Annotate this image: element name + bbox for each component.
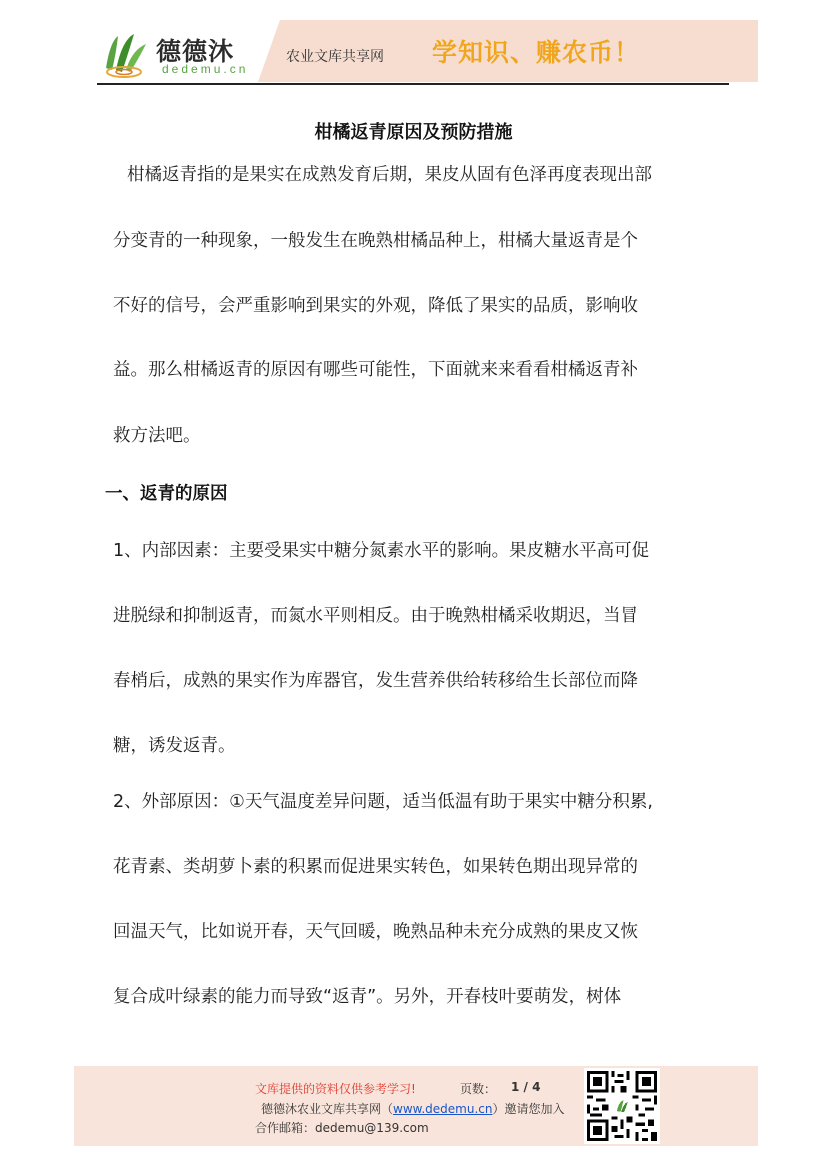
paragraph-line: 花青素、类胡萝卜素的积累而促进果实转色，如果转色期出现异常的	[113, 857, 638, 877]
footer-invite	[261, 1100, 565, 1117]
header-site-name: 农业文库共享网	[286, 49, 384, 65]
paragraph-line: 柑橘返青指的是果实在成熟发育后期，果皮从固有色泽再度表现出部	[127, 165, 652, 185]
paragraph-line: 糖，诱发返青。	[113, 736, 236, 756]
footer-contact	[255, 1119, 429, 1136]
paragraph-line: 春梢后，成熟的果实作为库器官，发生营养供给转移给生长部位而降	[113, 671, 638, 691]
document-title: 柑橘返青原因及预防措施	[314, 122, 513, 143]
paragraph-line: 进脱绿和抑制返青，而氮水平则相反。由于晚熟柑橘采收期迟，当冒	[113, 606, 638, 626]
footer-note: 文库提供的资料仅供参考学习!	[255, 1082, 416, 1096]
leaf-logo-icon	[100, 28, 152, 80]
paragraph-line: 回温天气，比如说开春，天气回暖，晚熟品种未充分成熟的果皮又恢	[113, 922, 638, 942]
page-footer	[74, 1066, 758, 1146]
page-count-label: 页数：	[460, 1082, 497, 1096]
footer-invite-suffix: ）邀请您加入	[492, 1102, 565, 1116]
paragraph-line: 复合成叶绿素的能力而导致“返青”。另外，开春枝叶要萌发，树体	[113, 987, 622, 1007]
footer-invite-prefix: 德德沐农业文库共享网（	[261, 1102, 394, 1116]
page-header	[0, 0, 827, 90]
header-slogan: 学知识、赚农币！	[432, 38, 641, 67]
paragraph-line: 不好的信号，会严重影响到果实的外观，降低了果实的品质，影响收	[113, 296, 638, 316]
paragraph-line: 2、外部原因：①天气温度差异问题，适当低温有助于果实中糖分积累,	[113, 792, 653, 812]
site-logo[interactable]	[100, 28, 260, 80]
site-link[interactable]: www.dedemu.cn	[393, 1102, 493, 1116]
page-count: 1 / 4	[511, 1080, 541, 1094]
logo-text-en: dedemu.cn	[162, 62, 249, 76]
header-divider	[97, 83, 729, 85]
section-heading: 一、返青的原因	[105, 484, 228, 504]
logo-text-cn: 德德沐	[156, 37, 235, 66]
paragraph-line: 分变青的一种现象，一般发生在晚熟柑橘品种上，柑橘大量返青是个	[113, 231, 638, 251]
email-label: 合作邮箱：	[255, 1121, 316, 1135]
paragraph-line: 1、内部因素：主要受果实中糖分氮素水平的影响。果皮糖水平高可促	[113, 541, 650, 561]
qr-code-icon	[584, 1068, 660, 1144]
paragraph-line: 益。那么柑橘返青的原因有哪些可能性，下面就来来看看柑橘返青补	[113, 360, 638, 380]
paragraph-line: 救方法吧。	[113, 426, 201, 446]
contact-email: dedemu@139.com	[315, 1121, 429, 1135]
